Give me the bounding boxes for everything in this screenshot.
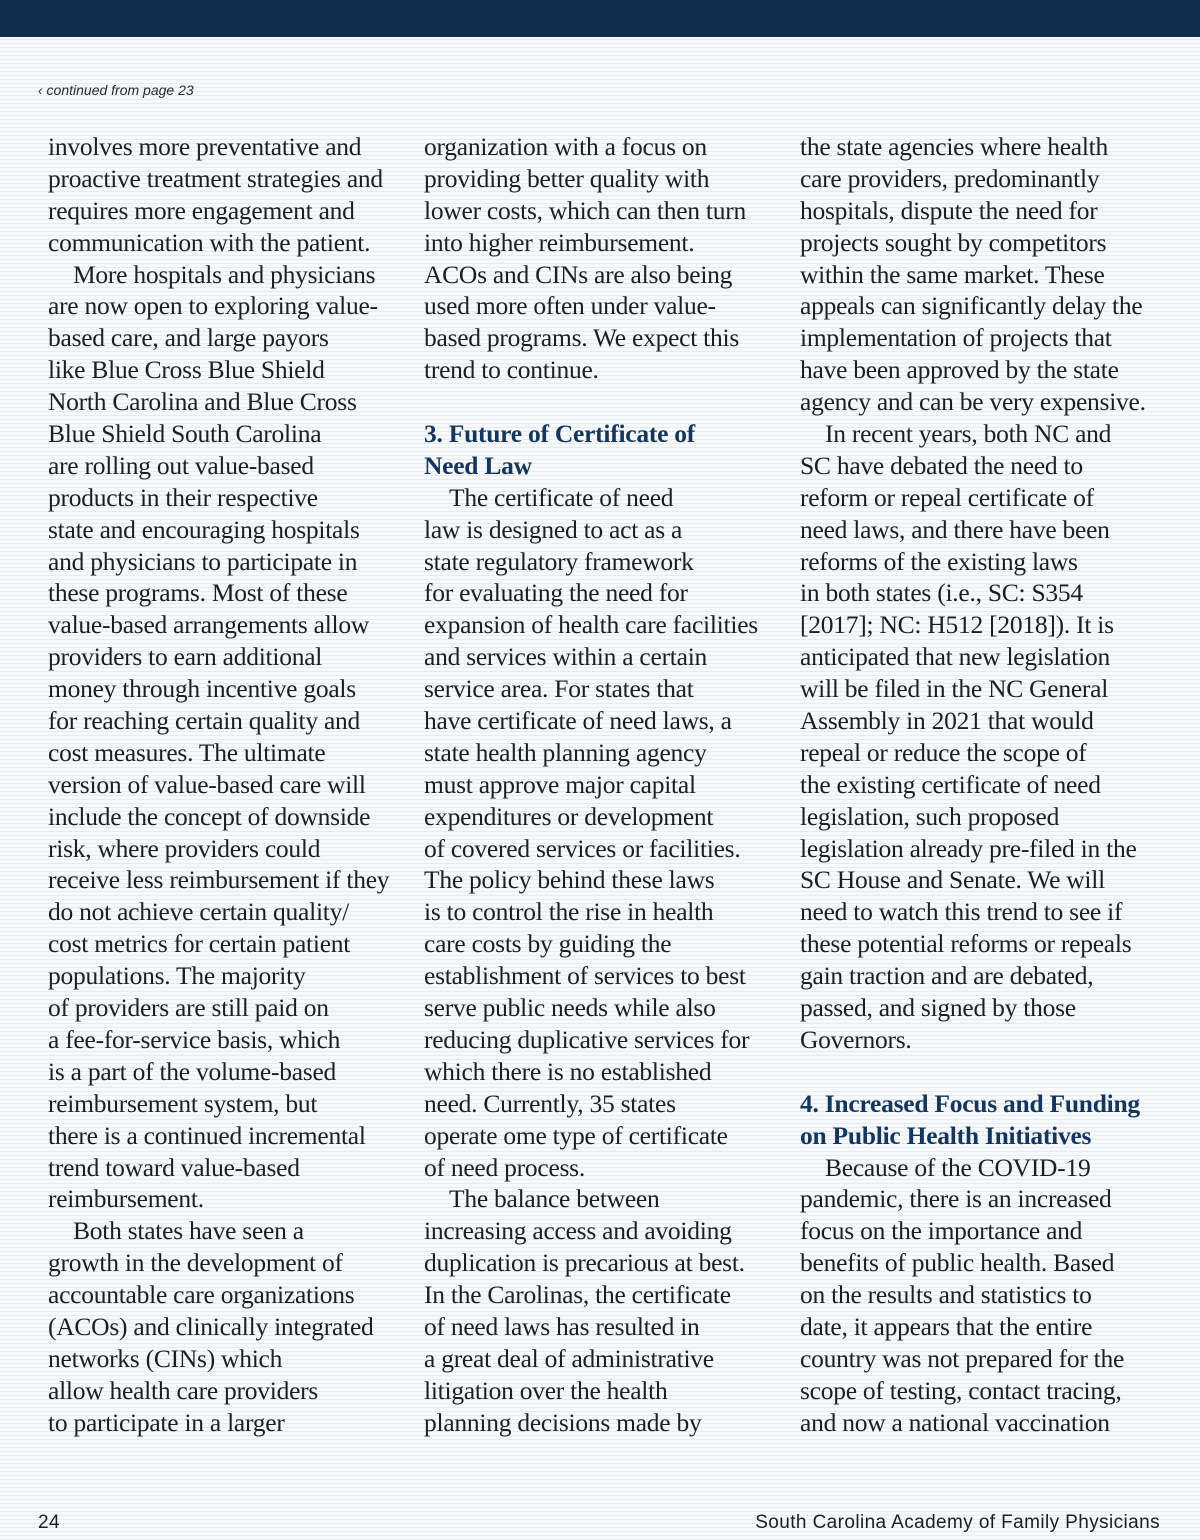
text-line: reimbursement system, but — [48, 1088, 318, 1118]
text-line: value-based arrangements allow — [48, 610, 370, 640]
text-line: accountable care organizations — [48, 1280, 355, 1310]
text-line: of need laws has resulted in — [424, 1311, 700, 1341]
text-line: need laws, and there have been — [800, 514, 1110, 544]
paragraph-spacer — [800, 1056, 1160, 1088]
text-line: appeals can significantly delay the — [800, 291, 1143, 321]
text-line: the existing certificate of need — [800, 769, 1101, 799]
text-line: trend to continue. — [424, 355, 599, 385]
text-line: do not achieve certain quality/ — [48, 897, 349, 927]
text-line: must approve major capital — [424, 769, 696, 799]
text-line: In the Carolinas, the certificate — [424, 1280, 731, 1310]
text-line: are now open to exploring value- — [48, 291, 378, 321]
text-line: for evaluating the need for — [424, 578, 688, 608]
text-line: reimbursement. — [48, 1184, 204, 1214]
text-line: agency and can be very expensive. — [800, 387, 1146, 417]
text-line: Assembly in 2021 that would — [800, 706, 1094, 736]
text-line: proactive treatment strategies and — [48, 163, 383, 193]
text-line: state and encouraging hospitals — [48, 514, 360, 544]
text-line: ACOs and CINs are also being — [424, 259, 733, 289]
text-line: operate ome type of certificate — [424, 1120, 728, 1150]
text-line: within the same market. These — [800, 259, 1105, 289]
text-line: reducing duplicative services for — [424, 1024, 750, 1054]
text-line: legislation already pre-filed in the — [800, 833, 1137, 863]
text-line: is to control the rise in health — [424, 897, 714, 927]
text-line: [2017]; NC: H512 [2018]). It is — [800, 610, 1114, 640]
text-line: care costs by guiding the — [424, 929, 672, 959]
text-line: The policy behind these laws — [424, 865, 715, 895]
text-line: allow health care providers — [48, 1375, 319, 1405]
text-line: of providers are still paid on — [48, 993, 329, 1023]
text-line: law is designed to act as a — [424, 514, 683, 544]
text-line: benefits of public health. Based — [800, 1248, 1115, 1278]
text-line: have certificate of need laws, a — [424, 706, 732, 736]
text-line: networks (CINs) which — [48, 1343, 283, 1373]
text-line: country was not prepared for the — [800, 1343, 1125, 1373]
paragraph-start-line: The balance between — [449, 1184, 660, 1214]
text-line: Blue Shield South Carolina — [48, 419, 322, 449]
text-line: requires more engagement and — [48, 195, 355, 225]
text-line: legislation, such proposed — [800, 801, 1060, 831]
text-line: communication with the patient. — [48, 227, 371, 257]
text-line: hospitals, dispute the need for — [800, 195, 1098, 225]
text-line: increasing access and avoiding — [424, 1216, 732, 1246]
text-line: passed, and signed by those — [800, 993, 1076, 1023]
publication-name: South Carolina Academy of Family Physicians — [755, 1512, 1160, 1533]
text-line: based care, and large payors — [48, 323, 329, 353]
text-line: include the concept of downside — [48, 801, 371, 831]
text-line: need. Currently, 35 states — [424, 1088, 676, 1118]
text-line: serve public needs while also — [424, 993, 716, 1023]
section-heading-line: 4. Increased Focus and Funding — [800, 1088, 1140, 1118]
text-line: of covered services or facilities. — [424, 833, 741, 863]
text-line: populations. The majority — [48, 961, 306, 991]
text-line: need to watch this trend to see if — [800, 897, 1123, 927]
text-line: planning decisions made by — [424, 1407, 702, 1437]
text-line: reforms of the existing laws — [800, 546, 1078, 576]
text-line: and physicians to participate in — [48, 546, 358, 576]
text-line: organization with a focus on — [424, 132, 707, 161]
text-line: in both states (i.e., SC: S354 — [800, 578, 1083, 608]
text-line: is a part of the volume-based — [48, 1056, 337, 1086]
text-line: these potential reforms or repeals — [800, 929, 1132, 959]
text-line: and services within a certain — [424, 642, 708, 672]
text-line: implementation of projects that — [800, 323, 1112, 353]
text-line: expenditures or development — [424, 801, 714, 831]
text-line: a great deal of administrative — [424, 1343, 714, 1373]
text-line: these programs. Most of these — [48, 578, 348, 608]
text-line: used more often under value- — [424, 291, 716, 321]
text-line: and now a national vaccination — [800, 1407, 1110, 1437]
paragraph-start-line: Both states have seen a — [73, 1216, 304, 1246]
text-line: growth in the development of — [48, 1248, 343, 1278]
text-line: Governors. — [800, 1024, 912, 1054]
article-column-3 — [800, 131, 1160, 1439]
section-heading-line: Need Law — [424, 450, 532, 480]
text-line: North Carolina and Blue Cross — [48, 387, 357, 417]
text-line: have been approved by the state — [800, 355, 1119, 385]
text-line: cost measures. The ultimate — [48, 737, 326, 767]
text-line: projects sought by competitors — [800, 227, 1107, 257]
text-line: SC have debated the need to — [800, 450, 1083, 480]
text-line: trend toward value-based — [48, 1152, 300, 1182]
page-number: 24 — [38, 1512, 60, 1533]
text-line: litigation over the health — [424, 1375, 668, 1405]
text-line: state regulatory framework — [424, 546, 694, 576]
text-line: a fee-for-service basis, which — [48, 1024, 341, 1054]
text-line: expansion of health care facilities — [424, 610, 758, 640]
paragraph-start-line: The certificate of need — [449, 482, 674, 512]
text-line: the state agencies where health — [800, 132, 1109, 161]
top-banner — [0, 0, 1200, 37]
text-line: state health planning agency — [424, 737, 707, 767]
text-line: which there is no established — [424, 1056, 712, 1086]
text-line: establishment of services to best — [424, 961, 746, 991]
text-line: service area. For states that — [424, 674, 694, 704]
text-line: focus on the importance and — [800, 1216, 1083, 1246]
text-line: involves more preventative and — [48, 132, 362, 161]
text-line: gain traction and are debated, — [800, 961, 1094, 991]
text-line: products in their respective — [48, 482, 318, 512]
article-column-1 — [48, 131, 408, 1439]
text-line: providers to earn additional — [48, 642, 323, 672]
text-line: date, it appears that the entire — [800, 1311, 1093, 1341]
text-line: risk, where providers could — [48, 833, 321, 863]
text-line: version of value-based care will — [48, 769, 366, 799]
text-line: money through incentive goals — [48, 674, 356, 704]
paragraph-start-line: More hospitals and physicians — [73, 259, 376, 289]
text-line: pandemic, there is an increased — [800, 1184, 1112, 1214]
text-line: cost metrics for certain patient — [48, 929, 351, 959]
text-line: will be filed in the NC General — [800, 674, 1109, 704]
text-line: receive less reimbursement if they — [48, 865, 390, 895]
text-line: to participate in a larger — [48, 1407, 285, 1437]
paragraph-start-line: In recent years, both NC and — [825, 419, 1112, 449]
text-line: scope of testing, contact tracing, — [800, 1375, 1122, 1405]
text-line: lower costs, which can then turn — [424, 195, 746, 225]
text-line: SC House and Senate. We will — [800, 865, 1105, 895]
text-line: like Blue Cross Blue Shield — [48, 355, 325, 385]
article-column-2 — [424, 131, 784, 1439]
text-line: anticipated that new legislation — [800, 642, 1110, 672]
text-line: repeal or reduce the scope of — [800, 737, 1087, 767]
text-line: are rolling out value-based — [48, 450, 314, 480]
section-heading-line: 3. Future of Certificate of — [424, 419, 696, 449]
text-line: (ACOs) and clinically integrated — [48, 1311, 374, 1341]
text-line: into higher reimbursement. — [424, 227, 695, 257]
continued-from-note: ‹ continued from page 23 — [38, 82, 194, 98]
paragraph-start-line: Because of the COVID-19 — [825, 1152, 1091, 1182]
text-line: duplication is precarious at best. — [424, 1248, 745, 1278]
text-line: on the results and statistics to — [800, 1280, 1092, 1310]
text-line: reform or repeal certificate of — [800, 482, 1094, 512]
text-line: for reaching certain quality and — [48, 706, 361, 736]
paragraph-spacer — [424, 386, 784, 418]
text-line: of need process. — [424, 1152, 585, 1182]
text-line: providing better quality with — [424, 163, 710, 193]
text-line: there is a continued incremental — [48, 1120, 366, 1150]
section-heading-line: on Public Health Initiatives — [800, 1120, 1092, 1150]
text-line: based programs. We expect this — [424, 323, 740, 353]
text-line: care providers, predominantly — [800, 163, 1100, 193]
